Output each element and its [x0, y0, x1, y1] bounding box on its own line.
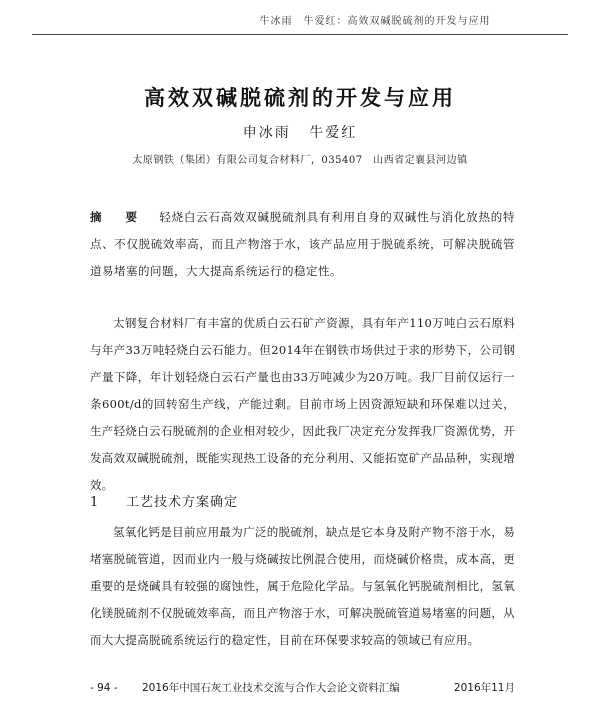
header-rule — [32, 34, 568, 35]
abstract-text: 轻烧白云石高效双碱脱硫剂具有利用自身的双碱性与消化放热的特点、不仅脱硫效率高，而且产物溶于水，该产品应用于脱硫系统，可解决脱硫管道易堵塞的问题，大大提高系统运行的稳定性。 — [90, 210, 516, 278]
affiliation: 太原钢铁（集团）有限公司复合材料厂，035407 山西省定襄县河边镇 — [132, 155, 468, 166]
page-footer — [90, 680, 515, 695]
section-title: 工艺技术方案确定 — [126, 495, 239, 510]
paper-title: 高效双碱脱硫剂的开发与应用 — [144, 85, 456, 110]
page-number: - 94 - — [90, 682, 118, 694]
authors — [0, 122, 600, 142]
intro-paragraph: 太钢复合材料厂有丰富的优质白云石矿产资源，具有年产110万吨白云石原料与年产33万吨轻烧白云石能力。但2014年在钢铁市场供过于求的形势下，公司钢产量下降，年计划轻烧白云石产量也由33万吨减少为20万吨。我厂目前仅运行一条600t/d的回转窑生产线，产能过剩。目前市场上因资源短缺和环保难以过关，生产轻烧白云石脱硫剂的企业相对较少，因此我厂决定充分发挥我厂资源优势，开发高效双碱脱硫剂，既能实现热工设备的充分利用、又能拓宽矿产品品种，实现增效。 — [90, 316, 515, 492]
author-name: 申冰雨 — [242, 125, 291, 141]
section-paragraph: 氢氧化钙是目前应用最为广泛的脱硫剂，缺点是它本身及附产物不溶于水，易堵塞脱硫管道，因而业内一般与烧碱按比例混合使用，而烧碱价格贵，成本高，更重要的是烧碱具有较强的腐蚀性，属于危险化学品。与氢氧化钙脱硫剂相比，氢氧化镁脱硫剂不仅脱硫效率高，而且产物溶于水，可解决脱硫管道易堵塞的问题，从而大大提高脱硫系统运行的稳定性，目前在环保要求较高的领域已有应用。 — [90, 525, 515, 647]
author-name: 牛爱红 — [309, 125, 358, 141]
abstract — [90, 204, 515, 285]
publication-date: 2016年11月 — [453, 682, 515, 694]
journal-name: 2016年中国石灰工业技术交流与合作大会论文资料汇编 — [142, 682, 400, 694]
running-header: 牛冰雨 牛爱红：高效双碱脱硫剂的开发与应用 — [259, 16, 491, 27]
section-number: 1 — [90, 495, 100, 510]
section-heading — [90, 491, 238, 510]
abstract-label: 摘 要 — [90, 210, 144, 224]
